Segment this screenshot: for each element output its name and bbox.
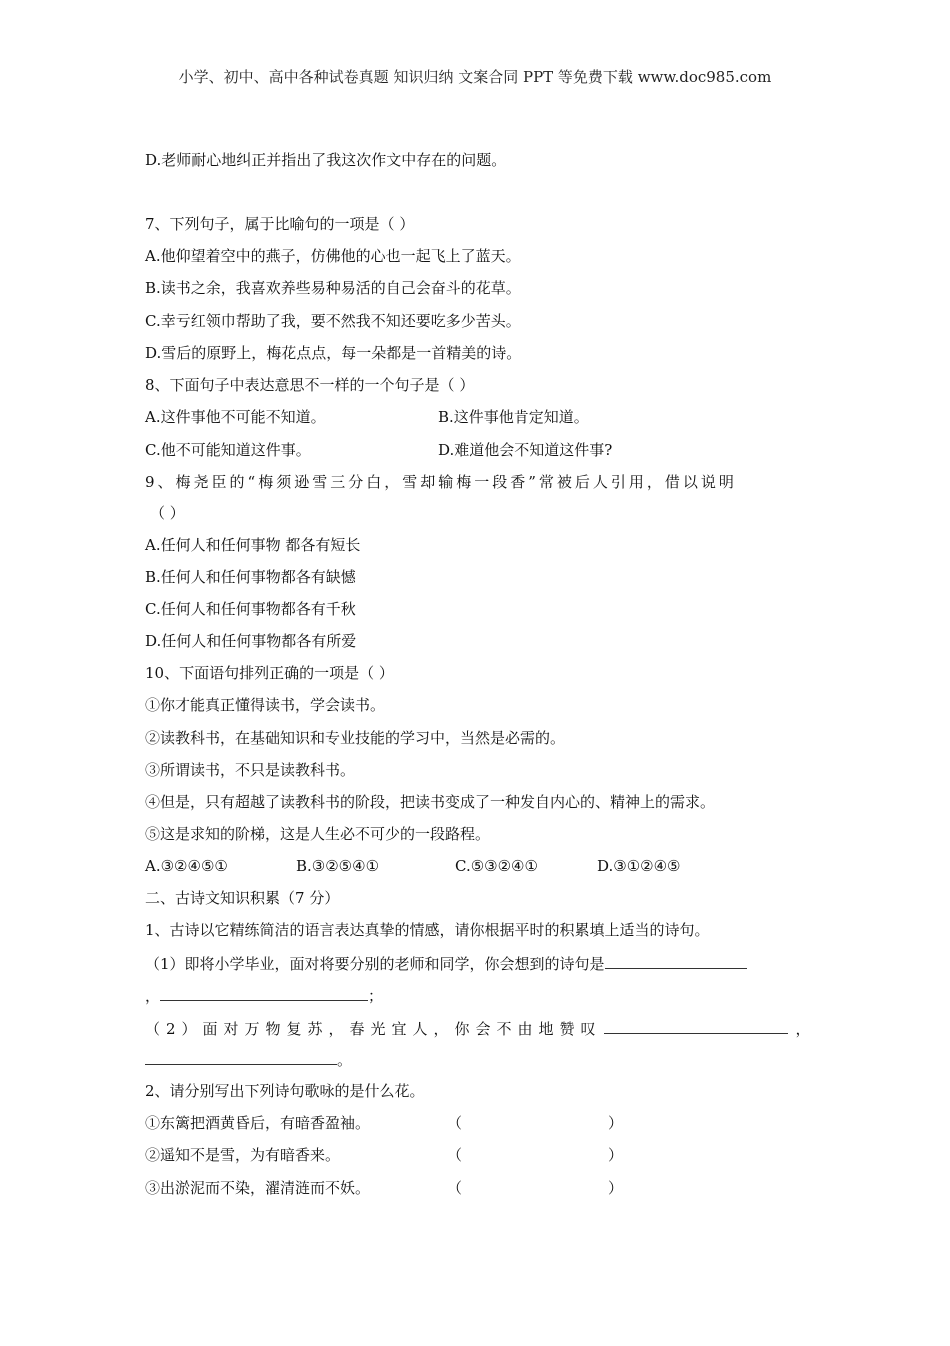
semicolon-text: ；	[368, 987, 384, 1005]
s2-q1-part1	[145, 954, 747, 974]
q7-option-d: D.雪后的原野上，梅花点点，每一朵都是一首精美的诗。	[145, 344, 522, 362]
q7-option-a: A.他仰望着空中的燕子，仿佛他的心也一起飞上了蓝天。	[145, 247, 521, 265]
q8-stem: 8、下面句子中表达意思不一样的一个句子是（ ）	[145, 376, 475, 394]
s2-q1-part1-text: （1）即将小学毕业，面对将要分别的老师和同学，你会想到的诗句是	[145, 955, 605, 973]
poem-2-paren-close: ）	[608, 1146, 624, 1164]
q6-option-d: D.老师耐心地纠正并指出了我这次作文中存在的问题。	[145, 151, 507, 169]
s2-q1-part2-text: （2）面对万物复苏，春光宜人，你会不由地赞叹	[145, 1020, 602, 1038]
comma2-text: ，	[795, 1020, 811, 1038]
q10-option-a: A.③②④⑤①	[145, 857, 228, 875]
q9-option-b: B.任何人和任何事物都各有缺憾	[145, 568, 356, 586]
q9-option-d: D.任何人和任何事物都各有所爱	[145, 632, 357, 650]
q10-option-c: C.⑤③②④①	[455, 857, 538, 875]
q7-stem: 7、下列句子，属于比喻句的一项是（ ）	[145, 215, 415, 233]
s2-q1-part1-cont	[145, 986, 383, 1006]
s2-q1-stem: 1、古诗以它精练简洁的语言表达真挚的情感，请你根据平时的积累填上适当的诗句。	[145, 921, 710, 939]
q9-option-a: A.任何人和任何事物 都各有短长	[145, 536, 361, 554]
poem-2-paren-open: （	[447, 1146, 463, 1164]
poem-1-paren-close: ）	[608, 1114, 624, 1132]
s2-q1-part2	[145, 1019, 811, 1039]
q10-stem: 10、下面语句排列正确的一项是（ ）	[145, 664, 394, 682]
q8-option-a: A.这件事他不可能不知道。	[145, 408, 326, 426]
q10-option-d: D.③①②④⑤	[597, 857, 681, 875]
q10-sentence-3: ③所谓读书，不只是读教科书。	[145, 761, 356, 779]
answer-blank-2[interactable]	[160, 986, 368, 1001]
q10-sentence-1: ①你才能真正懂得读书，学会读书。	[145, 696, 386, 714]
q8-option-b: B.这件事他肯定知道。	[438, 408, 589, 426]
q10-sentence-2: ②读教科书，在基础知识和专业技能的学习中，当然是必需的。	[145, 729, 566, 747]
page-header: 小学、初中、高中各种试卷真题 知识归纳 文案合同 PPT 等免费下载 www.doc985.com	[178, 68, 772, 86]
q7-option-b: B.读书之余，我喜欢养些易种易活的自己会奋斗的花草。	[145, 279, 521, 297]
answer-blank-4[interactable]	[145, 1050, 337, 1065]
poem-3-paren-open: （	[447, 1179, 463, 1197]
q8-option-d: D.难道他会不知道这件事?	[438, 441, 613, 459]
answer-blank-1[interactable]	[605, 954, 747, 969]
answer-blank-3[interactable]	[604, 1019, 788, 1034]
comma-text: ，	[145, 987, 161, 1005]
q9-answer-paren: （ ）	[150, 504, 185, 522]
poem-row-1	[145, 1113, 370, 1133]
period-text: 。	[337, 1051, 353, 1069]
q10-option-b: B.③②⑤④①	[296, 857, 380, 875]
poem-1: ①东篱把酒黄昏后，有暗香盈袖。	[145, 1114, 371, 1132]
q8-option-c: C.他不可能知道这件事。	[145, 441, 311, 459]
q9-stem: 9、梅尧臣的“梅须逊雪三分白，雪却输梅一段香”常被后人引用，借以说明	[145, 473, 737, 491]
s2-q1-part2-cont	[145, 1050, 352, 1070]
s2-q2-stem: 2、请分别写出下列诗句歌咏的是什么花。	[145, 1082, 425, 1100]
poem-2: ②遥知不是雪，为有暗香来。	[145, 1146, 341, 1164]
poem-row-2	[145, 1145, 340, 1165]
q10-sentence-5: ⑤这是求知的阶梯，这是人生必不可少的一段路程。	[145, 825, 491, 843]
q10-sentence-4: ④但是，只有超越了读教科书的阶段，把读书变成了一种发自内心的、精神上的需求。	[145, 793, 716, 811]
poem-3-paren-close: ）	[608, 1179, 624, 1197]
section2-title: 二、古诗文知识积累（7 分）	[145, 889, 340, 907]
poem-row-3	[145, 1178, 370, 1198]
poem-1-paren-open: （	[447, 1114, 463, 1132]
poem-3: ③出淤泥而不染，濯清涟而不妖。	[145, 1179, 371, 1197]
q7-option-c: C.幸亏红领巾帮助了我，要不然我不知还要吃多少苦头。	[145, 312, 521, 330]
q9-option-c: C.任何人和任何事物都各有千秋	[145, 600, 356, 618]
